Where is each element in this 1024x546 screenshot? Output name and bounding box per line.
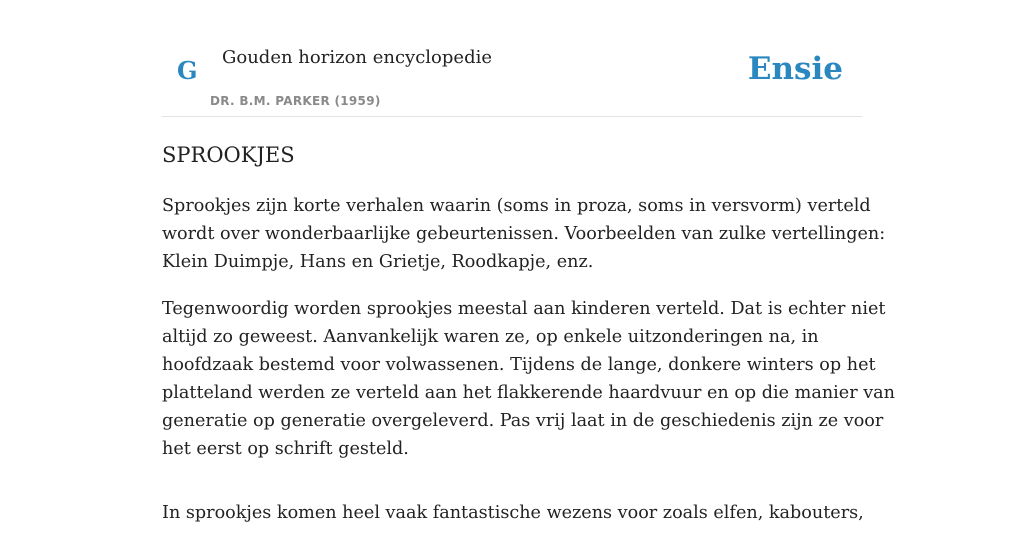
- paragraph-line: het eerst op schrift gesteld.: [162, 439, 409, 459]
- paragraph-line: wordt over wonderbaarlijke gebeurtenissen. Voorbeelden van zulke vertellingen:: [162, 224, 886, 244]
- article-title: SPROOKJES: [162, 143, 295, 167]
- paragraph-line: hoofdzaak bestemd voor volwassenen. Tijdens de lange, donkere winters op het: [162, 355, 876, 375]
- paragraph-line: In sprookjes komen heel vaak fantastische wezens voor zoals elfen, kabouters,: [162, 503, 864, 523]
- source-author: DR. B.M. PARKER (1959): [210, 94, 381, 108]
- source-logo-icon[interactable]: G: [177, 56, 198, 85]
- paragraph-line: altijd zo geweest. Aanvankelijk waren ze, op enkele uitzonderingen na, in: [162, 327, 819, 347]
- paragraph-line: Sprookjes zijn korte verhalen waarin (soms in proza, soms in versvorm) verteld: [162, 196, 871, 216]
- article-paragraph-1: [162, 192, 886, 276]
- paragraph-line: Klein Duimpje, Hans en Grietje, Roodkapje, enz.: [162, 252, 594, 272]
- paragraph-line: generatie op generatie overgeleverd. Pas vrij laat in de geschiedenis zijn ze voor: [162, 411, 884, 431]
- brand-logo-link[interactable]: Ensie: [747, 51, 843, 87]
- article-body: [162, 139, 895, 546]
- source-header: [162, 0, 862, 117]
- paragraph-line: platteland werden ze verteld aan het flakkerende haardvuur en op die manier van: [162, 383, 895, 403]
- source-title-link[interactable]: Gouden horizon encyclopedie: [222, 47, 492, 68]
- paragraph-line: Tegenwoordig worden sprookjes meestal aan kinderen verteld. Dat is echter niet: [162, 299, 886, 319]
- article-paragraph-3: [162, 499, 862, 527]
- article-paragraph-2: [162, 295, 895, 463]
